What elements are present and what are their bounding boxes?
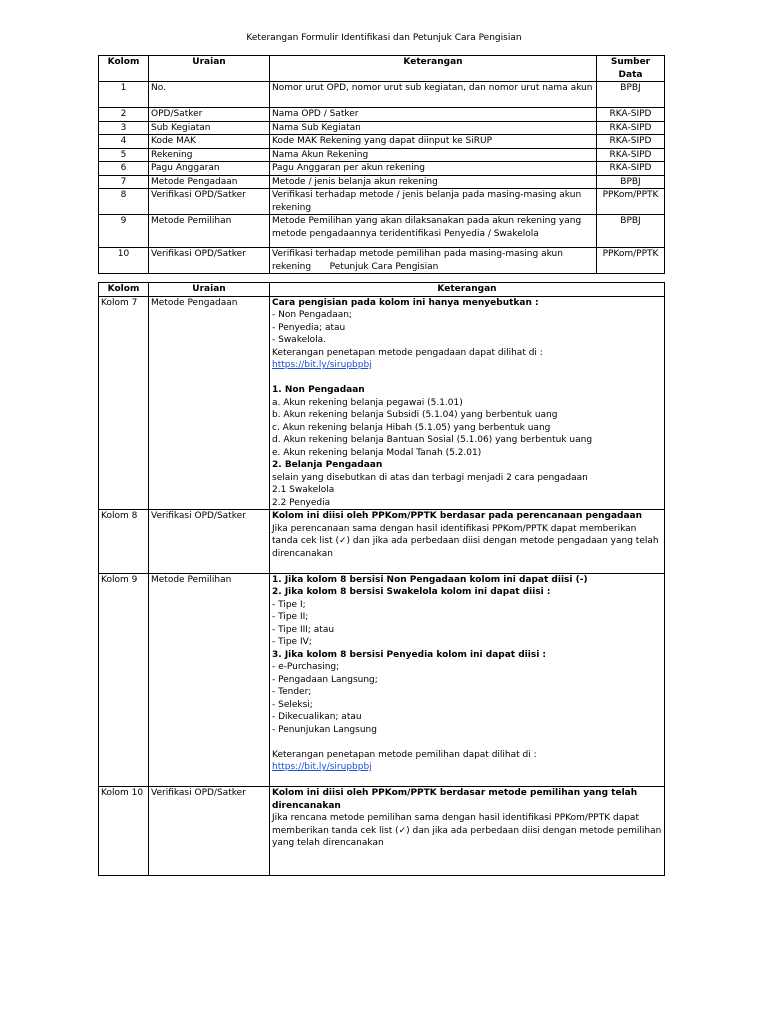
instruction-line (272, 372, 662, 385)
instruction-line: b. Akun rekening belanja Subsidi (5.1.04) yang berbentuk uang (272, 410, 558, 420)
header-keterangan: Keterangan (270, 283, 665, 297)
instruction-line: a. Akun rekening belanja pegawai (5.1.01) (272, 397, 463, 408)
cell-keterangan: Metode / jenis belanja akun rekening (270, 175, 597, 189)
cell-keterangan: Nama Akun Rekening (270, 148, 597, 162)
cell-keterangan: Nama OPD / Satker (270, 108, 597, 122)
cell-kolom: 10 (99, 248, 149, 274)
cell-uraian: Metode Pemilihan (149, 215, 270, 248)
cell-kolom: 6 (99, 162, 149, 176)
instruction-line: - Penyedia; atau (272, 322, 346, 333)
instruction-line: direncanakan (272, 548, 333, 559)
instruction-line: - Tipe III; atau (272, 624, 335, 635)
cell-keterangan (270, 296, 665, 510)
table-row (99, 573, 665, 787)
table-row (99, 189, 665, 215)
instruction-line: - Tipe I; (272, 599, 306, 610)
cell-kolom: 7 (99, 175, 149, 189)
cell-uraian: Sub Kegiatan (149, 121, 270, 135)
instruction-line: Jika rencana metode pemilihan sama dengan hasil identifikasi PPKom/PPTK dapat (272, 813, 639, 823)
instruction-line: - Tipe IV; (272, 637, 312, 647)
instruction-line: - Tipe II; (272, 612, 309, 622)
cell-sumber-data: BPBJ (597, 215, 665, 248)
instruction-line: - Pengadaan Langsung; (272, 674, 378, 685)
instruction-line: tanda cek list (✓) dan jika ada perbedaan diisi dengan metode pengadaan yang telah (272, 536, 659, 546)
cell-keterangan: Nama Sub Kegiatan (270, 121, 597, 135)
table-row (99, 121, 665, 135)
table-header-row (99, 283, 665, 297)
cell-kolom: 2 (99, 108, 149, 122)
table-row (99, 162, 665, 176)
instructions-table (98, 282, 665, 876)
instruction-line: - Penunjukan Langsung (272, 724, 377, 735)
cell-uraian: Verifikasi OPD/Satker (149, 510, 270, 574)
table-row (99, 215, 665, 248)
instruction-line: 1. Jika kolom 8 bersisi Non Pengadaan kolom ini dapat diisi (-) (272, 574, 588, 585)
instruction-line: 2. Jika kolom 8 bersisi Swakelola kolom ini dapat diisi : (272, 587, 551, 597)
table-row (99, 82, 665, 108)
reference-link[interactable]: https://bit.ly/sirupbpbj (272, 360, 372, 370)
cell-keterangan (270, 787, 665, 876)
cell-uraian: Verifikasi OPD/Satker (149, 787, 270, 876)
instruction-line: yang telah direncanakan (272, 838, 384, 848)
cell-uraian: Pagu Anggaran (149, 162, 270, 176)
cell-kolom: 1 (99, 82, 149, 108)
instruction-line: 2.1 Swakelola (272, 485, 335, 495)
instruction-line: e. Akun rekening belanja Modal Tanah (5.2.01) (272, 447, 482, 458)
table-row (99, 135, 665, 149)
cell-sumber-data: BPBJ (597, 82, 665, 108)
cell-kolom: Kolom 9 (99, 573, 149, 787)
instruction-line: memberikan tanda cek list (✓) dan jika ada perbedaan diisi dengan metode pemilihan (272, 825, 662, 836)
cell-uraian: Metode Pengadaan (149, 175, 270, 189)
header-uraian: Uraian (149, 283, 270, 297)
instruction-line (272, 862, 662, 875)
instruction-line: Cara pengisian pada kolom ini hanya menyebutkan : (272, 297, 539, 308)
cell-sumber-data: PPKom/PPTK (597, 189, 665, 215)
cell-uraian: Verifikasi OPD/Satker (149, 189, 270, 215)
instruction-line: 2.2 Penyedia (272, 497, 331, 508)
cell-sumber-data: RKA-SIPD (597, 162, 665, 176)
cell-kolom: Kolom 7 (99, 296, 149, 510)
instruction-line: 3. Jika kolom 8 bersisi Penyedia kolom ini dapat diisi : (272, 649, 547, 660)
cell-uraian: Rekening (149, 148, 270, 162)
cell-keterangan (270, 510, 665, 574)
document-title: Keterangan Formulir Identifikasi dan Petunjuk Cara Pengisian (246, 33, 522, 43)
cell-kolom: 3 (99, 121, 149, 135)
header-keterangan: Keterangan (270, 56, 597, 82)
instruction-line: 2. Belanja Pengadaan (272, 460, 383, 470)
cell-uraian: OPD/Satker (149, 108, 270, 122)
cell-uraian: No. (149, 82, 270, 108)
cell-keterangan: Metode Pemilihan yang akan dilaksanakan pada akun rekening yang metode pengadaannya teridentifikasi Penyedia / Swakelola (270, 215, 597, 248)
instruction-line (272, 736, 662, 749)
instruction-line: d. Akun rekening belanja Bantuan Sosial (5.1.06) yang berbentuk uang (272, 435, 593, 445)
instruction-line: selain yang disebutkan di atas dan terbagi menjadi 2 cara pengadaan (272, 472, 588, 483)
instruction-line (272, 850, 662, 863)
instruction-line: Keterangan penetapan metode pemilihan dapat dilihat di : (272, 749, 537, 760)
instruction-line: c. Akun rekening belanja Hibah (5.1.05) yang berbentuk uang (272, 422, 551, 433)
cell-kolom: Kolom 10 (99, 787, 149, 876)
header-uraian: Uraian (149, 56, 270, 82)
cell-keterangan: Kode MAK Rekening yang dapat diinput ke SiRUP (270, 135, 597, 149)
cell-sumber-data: RKA-SIPD (597, 148, 665, 162)
cell-uraian: Verifikasi OPD/Satker (149, 248, 270, 274)
instruction-line: direncanakan (272, 800, 341, 811)
cell-uraian: Metode Pengadaan (149, 296, 270, 510)
instruction-line: - e-Purchasing; (272, 662, 340, 672)
instruction-line: - Dikecualikan; atau (272, 712, 362, 722)
cell-kolom: Kolom 8 (99, 510, 149, 574)
header-kolom: Kolom (99, 283, 149, 297)
cell-uraian: Kode MAK (149, 135, 270, 149)
cell-keterangan: Nomor urut OPD, nomor urut sub kegiatan, dan nomor urut nama akun (270, 82, 597, 108)
cell-uraian: Metode Pemilihan (149, 573, 270, 787)
cell-keterangan (270, 573, 665, 787)
header-sumber-data: Sumber Data (597, 56, 665, 82)
table-row (99, 148, 665, 162)
cell-kolom: 5 (99, 148, 149, 162)
instruction-line: Kolom ini diisi oleh PPKom/PPTK berdasar pada perencanaan pengadaan (272, 511, 643, 521)
cell-kolom: 8 (99, 189, 149, 215)
instruction-line: Jika perencanaan sama dengan hasil identifikasi PPKom/PPTK dapat memberikan (272, 523, 637, 534)
table-row (99, 787, 665, 876)
instruction-line: - Seleksi; (272, 699, 313, 710)
table-row (99, 175, 665, 189)
cell-sumber-data: BPBJ (597, 175, 665, 189)
table-header-row (99, 56, 665, 82)
table-row (99, 296, 665, 510)
instruction-line: - Non Pengadaan; (272, 310, 352, 320)
cell-sumber-data: RKA-SIPD (597, 108, 665, 122)
cell-sumber-data: PPKom/PPTK (597, 248, 665, 274)
instruction-line (272, 774, 662, 787)
cell-keterangan: Verifikasi terhadap metode / jenis belanja pada masing-masing akun rekening (270, 189, 597, 215)
identification-table (98, 55, 665, 274)
cell-keterangan: Verifikasi terhadap metode pemilihan pada masing-masing akun rekening (270, 248, 597, 274)
cell-sumber-data: RKA-SIPD (597, 135, 665, 149)
table-row (99, 510, 665, 574)
table-row (99, 108, 665, 122)
instruction-line: - Tender; (272, 687, 312, 697)
section-title: Petunjuk Cara Pengisian (329, 262, 439, 272)
instruction-line (272, 560, 662, 573)
instruction-line: Keterangan penetapan metode pengadaan dapat dilihat di : (272, 347, 543, 358)
instruction-line: - Swakelola. (272, 335, 327, 345)
reference-link[interactable]: https://bit.ly/sirupbpbj (272, 762, 372, 772)
instruction-line: Kolom ini diisi oleh PPKom/PPTK berdasar metode pemilihan yang telah (272, 788, 638, 798)
cell-keterangan: Pagu Anggaran per akun rekening (270, 162, 597, 176)
header-kolom: Kolom (99, 56, 149, 82)
cell-kolom: 4 (99, 135, 149, 149)
instruction-line: 1. Non Pengadaan (272, 385, 365, 395)
cell-sumber-data: RKA-SIPD (597, 121, 665, 135)
cell-kolom: 9 (99, 215, 149, 248)
